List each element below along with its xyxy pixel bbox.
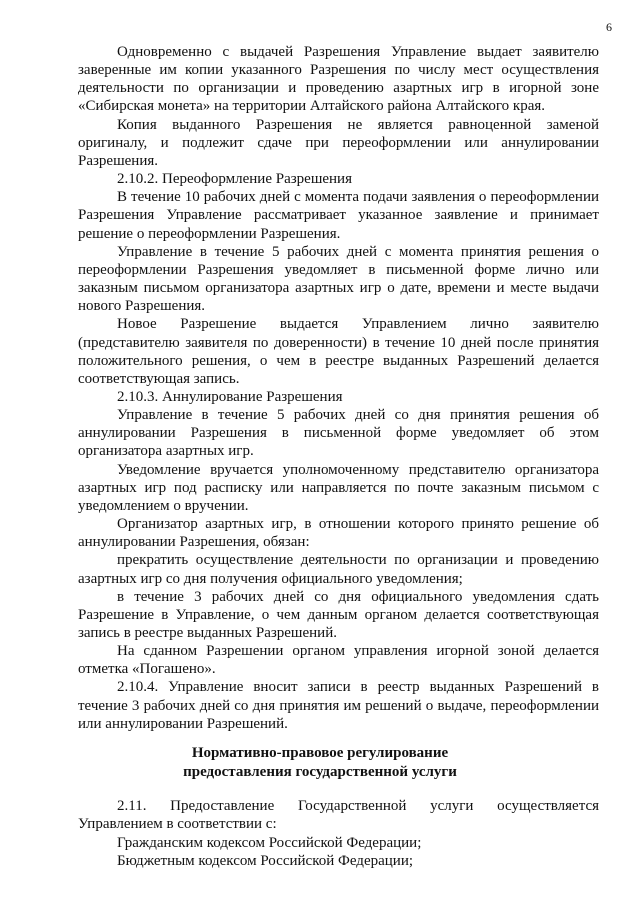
section-title-line: Нормативно-правовое регулирование [191, 745, 449, 761]
paragraph: 2.11. Предоставление Государственной услуги осуществляется Управлением в соответствии с: [78, 798, 599, 833]
paragraph: Уведомление вручается уполномоченному представителю организатора азартных игр под расписку или направляется по почте заказным письмом с уведомлением о вручении. [78, 461, 599, 514]
section-title [0, 744, 640, 782]
subsection-heading: 2.10.3. Аннулирование Разрешения [117, 388, 343, 405]
paragraph: Одновременно с выдачей Разрешения Управление выдает заявителю заверенные им копии указанного Разрешения по числу мест осуществления деятельности по организации и проведению азартных игр в игорной зоне «Сибирская монета» на территории Алтайского района Алтайского края. [78, 44, 599, 115]
paragraph: 2.10.4. Управление вносит записи в реестр выданных Разрешений в течение 3 рабочих дней со дня принятия им решений о выдаче, переоформлении или аннулировании Разрешений. [78, 679, 599, 732]
page-number: 6 [606, 20, 612, 34]
paragraph: Управление в течение 5 рабочих дней со дня принятия решения об аннулировании Разрешения в письменной форме уведомляет об этом организатора азартных игр. [78, 407, 599, 460]
paragraph: в течение 3 рабочих дней со дня официального уведомления сдать Разрешение в Управление, о чем данным органом делается соответствующая запись в реестре выданных Разрешений. [78, 588, 599, 641]
paragraph: Копия выданного Разрешения не является равноценной заменой оригиналу, и подлежит сдаче при переоформлении или аннулировании Разрешения. [78, 116, 599, 169]
list-item: Бюджетным кодексом Российской Федерации; [117, 852, 414, 869]
paragraph: прекратить осуществление деятельности по организации и проведению азартных игр со дня получения официального уведомления; [78, 552, 599, 587]
paragraph: В течение 10 рабочих дней с момента подачи заявления о переоформлении Разрешения Управление рассматривает указанное заявление и принимает решение о переоформлении Разрешения. [78, 189, 599, 242]
body-text [78, 43, 599, 733]
paragraph: Организатор азартных игр, в отношении которого принято решение об аннулировании Разрешения, обязан: [78, 516, 599, 551]
paragraph: На сданном Разрешении органом управления игорной зоной делается отметка «Погашено». [78, 643, 599, 678]
section-title-line: предоставления государственной услуги [183, 764, 457, 780]
list-item: Гражданским кодексом Российской Федерации; [117, 834, 422, 851]
subsection-heading: 2.10.2. Переоформление Разрешения [117, 171, 352, 188]
tail-text [78, 797, 599, 870]
paragraph: Новое Разрешение выдается Управлением лично заявителю (представителю заявителя по доверенности) в течение 10 дней после принятия положительного решения, о чем в реестре выданных Разрешений делается соответствующая запись. [78, 316, 599, 387]
paragraph: Управление в течение 5 рабочих дней с момента принятия решения о переоформлении Разрешения уведомляет в письменной форме лично или заказным письмом организатора азартных игр о дате, времени и месте выдачи нового Разрешения. [78, 243, 599, 315]
